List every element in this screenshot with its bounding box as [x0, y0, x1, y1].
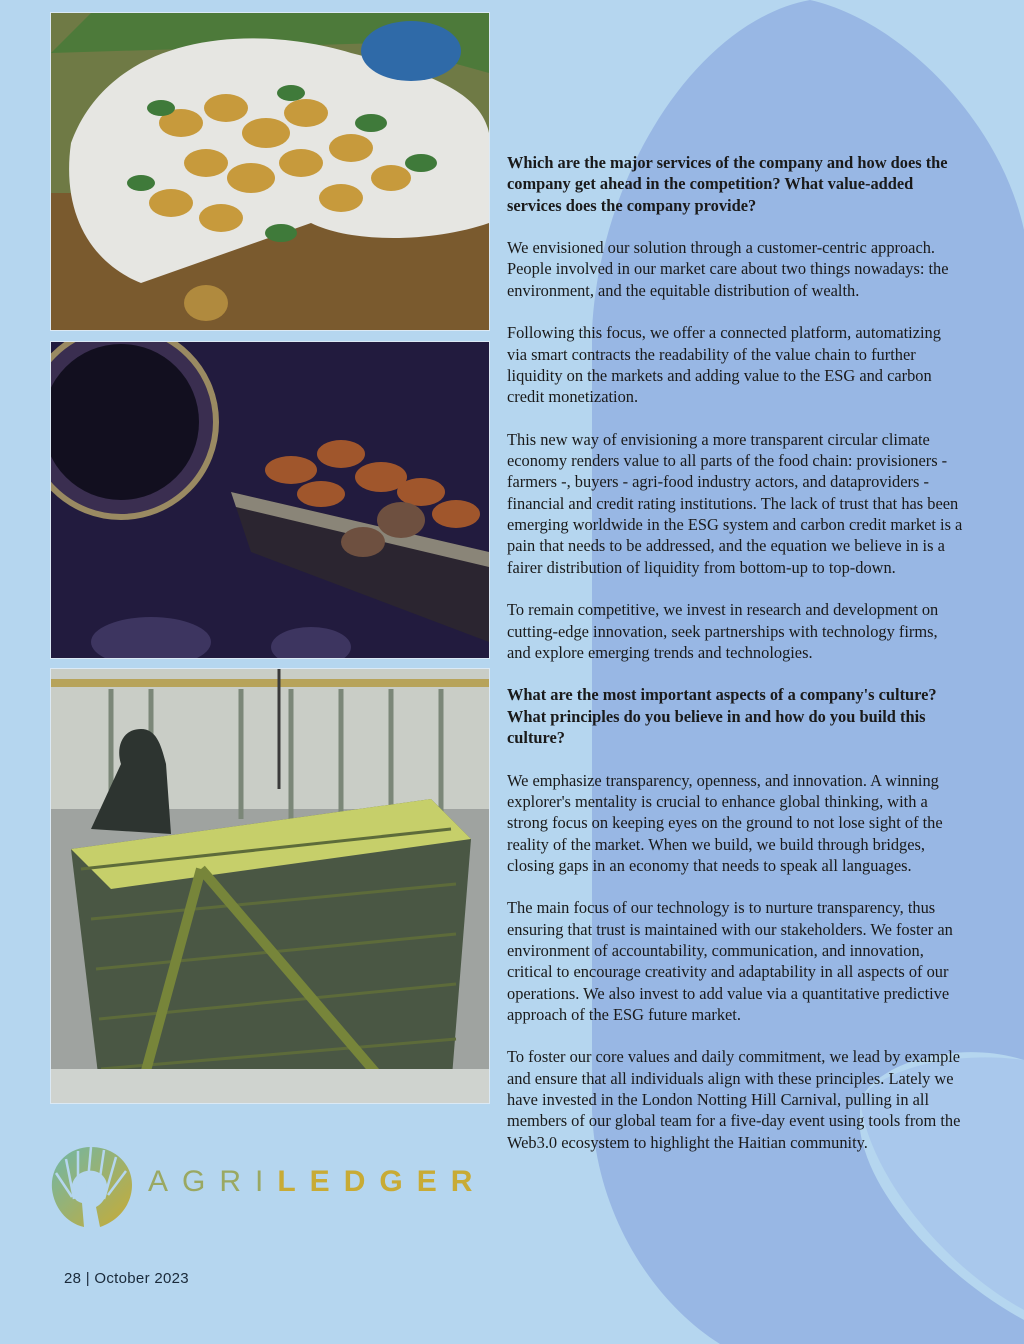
question-services: Which are the major services of the company and how does the company get ahead in the competition? What value-added services does the company provide?	[507, 153, 948, 215]
logo-ledger-text: LEDGER	[277, 1165, 487, 1198]
page-footer: 28 | October 2023	[64, 1270, 189, 1287]
paragraph: We emphasize transparency, openness, and innovation. A winning explorer's mentality is crucial to enhance global thinking, with a strong focus on keeping eyes on the ground to not lose sight of the reality of the market. When we build, we build through bridges, closing gaps in an economy that needs to speak all languages.	[507, 770, 943, 875]
pineapple-harvest-photo	[50, 12, 490, 331]
paragraph: Following this focus, we offer a connected platform, automatizing via smart contracts the readability of the value chain to further liquidity on the markets and adding value to the ESG and carbon credit monetization.	[507, 323, 941, 407]
question-culture: What are the most important aspects of a company's culture? What principles do you believe in and how do you build this culture?	[507, 685, 937, 748]
paragraph: To foster our core values and daily commitment, we lead by example and ensure that all individuals align with these principles. Lately we have invested in the London Notting Hill Carnival, pulling in all members of our global team for a five-day event using tools from the Web3.0 ecosystem to highlight the Haitian community.	[507, 1047, 961, 1152]
logo-agri-text: AGRI	[148, 1165, 278, 1198]
logo-wordmark	[148, 1165, 486, 1199]
logo-emblem-icon	[48, 1143, 134, 1229]
paragraph: We envisioned our solution through a customer-centric approach. People involved in our market care about two things nowadays: the environment, and the equitable distribution of wealth.	[507, 238, 949, 300]
coffee-beans-photo	[50, 341, 490, 659]
paragraph: This new way of envisioning a more transparent circular climate economy renders value to all parts of the food chain: provisioners - farmers -, buyers - agri-food industry actors, and dataproviders - financial and credit rating institutions. The lack of trust that has been emerging worldwide in the ESG system and carbon credit market is a pain that needs to be addressed, and the equation we believe in is a fairer distribution of liquidity from bottom-up to top-down.	[507, 429, 963, 577]
processing-plant-photo	[50, 668, 490, 1104]
paragraph: The main focus of our technology is to nurture transparency, thus ensuring that trust is maintained with our stakeholders. We foster an environment of accountability, communication, and innovation, critical to encourage creativity and adaptability in all aspects of our operations. We also invest to add value via a quantitative predictive approach of the ESG future market.	[507, 898, 953, 1024]
article-body	[507, 152, 965, 1174]
paragraph: To remain competitive, we invest in research and development on cutting-edge innovation, seek partnerships with technology firms, and explore emerging trends and technologies.	[507, 600, 939, 662]
agriledger-logo	[48, 1143, 488, 1229]
